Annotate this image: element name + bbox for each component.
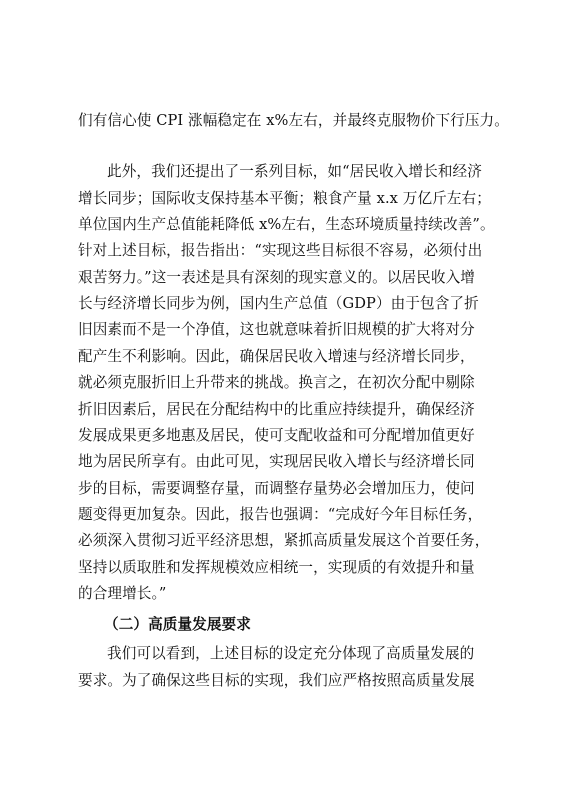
paragraph-line: 配产生不利影响。因此，确保居民收入增速与经济增长同步，: [78, 348, 475, 365]
paragraph-line: 的合理增长。”: [78, 585, 167, 602]
paragraph-line: 题变得更加复杂。因此，报告也强调：“完成好今年目标任务，: [78, 506, 483, 523]
paragraph-line: 长与经济增长同步为例，国内生产总值（GDP）由于包含了折: [78, 295, 479, 312]
paragraph-line: 此外，我们还提出了一系列目标，如“居民收入增长和经济: [107, 163, 482, 180]
paragraph-line: 必须深入贯彻习近平经济思想，紧抓高质量发展这个首要任务，: [78, 532, 490, 549]
paragraph-line: 们有信心使 CPI 涨幅稳定在 x%左右，并最终克服物价下行压力。: [78, 112, 509, 129]
paragraph-line: 我们可以看到，上述目标的设定充分体现了高质量发展的: [107, 645, 475, 662]
paragraph-line: 增长同步；国际收支保持基本平衡；粮食产量 x.x 万亿斤左右；: [78, 190, 491, 207]
paragraph-line: 旧因素而不是一个净值，这也就意味着折旧规模的扩大将对分: [78, 321, 475, 338]
paragraph-line: 坚持以质取胜和发挥规模效应相统一，实现质的有效提升和量: [78, 559, 475, 576]
paragraph-line: 单位国内生产总值能耗降低 x%左右，生态环境质量持续改善”。: [78, 216, 495, 233]
paragraph-line: 发展成果更多地惠及居民，使可支配收益和可分配增加值更好: [78, 427, 475, 444]
paragraph-line: 步的目标，需要调整存量，而调整存量势必会增加压力，使问: [78, 480, 475, 497]
paragraph-line: 要求。为了确保这些目标的实现，我们应严格按照高质量发展: [78, 672, 475, 689]
paragraph-line: 艰苦努力。”这一表述是具有深刻的现实意义的。以居民收入增: [78, 269, 475, 286]
paragraph-line: 针对上述目标，报告指出：“实现这些目标很不容易，必须付出: [78, 242, 483, 259]
section-heading: （二）高质量发展要求: [104, 616, 251, 633]
paragraph-line: 折旧因素后，居民在分配结构中的比重应持续提升，确保经济: [78, 401, 475, 418]
paragraph-line: 就必须克服折旧上升带来的挑战。换言之，在初次分配中剔除: [78, 374, 475, 391]
paragraph-line: 地为居民所享有。由此可见，实现居民收入增长与经济增长同: [78, 453, 475, 470]
